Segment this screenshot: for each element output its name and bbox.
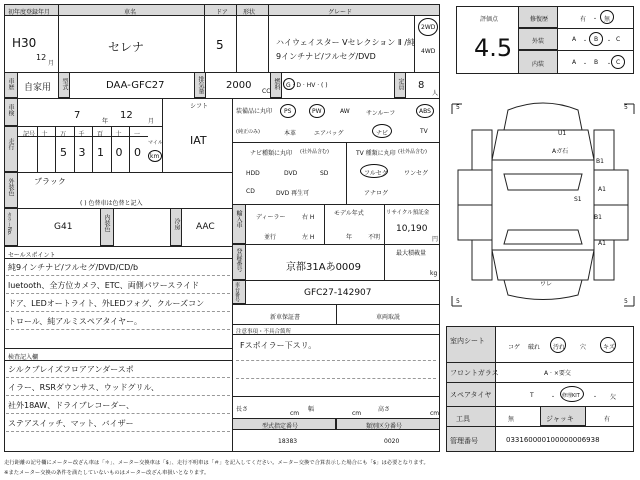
- int-a: A: [572, 59, 577, 66]
- score-value: 4.5: [474, 34, 513, 62]
- opt-sunroof: サンルーフ: [366, 110, 396, 117]
- interior-grade-label: 内装: [532, 61, 545, 68]
- reg-history-label: 車歴: [7, 78, 14, 90]
- diag-label-5c: 5: [456, 298, 460, 305]
- car-name: セレナ: [108, 40, 145, 54]
- color-note: ( ) 色替車は色替と記入: [80, 200, 143, 207]
- class-value: 0020: [384, 438, 400, 445]
- sales-points-label: セールスポイント: [8, 252, 56, 259]
- car-name-label: 車名: [124, 9, 137, 16]
- inspection-month-unit: 月: [148, 118, 155, 125]
- sales-point-line: luetooth、全方位カメラ、ETC、両側パワースライド: [8, 281, 200, 290]
- door-count: 5: [216, 38, 224, 52]
- diag-label-s1: S1: [574, 196, 582, 203]
- mgmt-value: 033160000100000006938: [506, 436, 600, 444]
- diag-label-a1b: A1: [598, 240, 606, 247]
- diag-label-5b: 5: [624, 104, 628, 111]
- shift-label: シフト: [190, 103, 209, 110]
- diag-label-b1b: B1: [594, 214, 602, 221]
- ext-b: B: [594, 36, 599, 43]
- import-right-h: 右 H: [302, 214, 315, 221]
- footer-line1: 走行距離の記号欄にメーター改ざん車は「＊」、メーター交換車は「$」、走行不明車は「＃」を記入してください。メーター交換で合算表示した場合にも「$」は必要となります。: [4, 460, 429, 466]
- tool-value: 無: [508, 416, 515, 423]
- opt-tv: TV: [420, 128, 428, 135]
- cc-unit: CC: [262, 88, 271, 95]
- usage: 自家用: [24, 83, 52, 93]
- height-unit: cm: [430, 410, 440, 417]
- nav-sd: SD: [320, 170, 329, 177]
- grade-line2: 9インチナビ/フルセグ/DVD: [276, 52, 376, 61]
- footer-line2: ※またメーター交換の条件を満たしていないものはメーター改ざん車扱いとなります。: [4, 470, 210, 476]
- mileage-digit-header: 十: [115, 131, 122, 138]
- width-label: 幅: [308, 406, 315, 413]
- ext-dot2: ・: [606, 38, 613, 45]
- nav-title: ナビ種類に丸印: [250, 150, 293, 157]
- capacity: 8: [418, 80, 425, 91]
- opt-aw: AW: [340, 108, 350, 115]
- import-left-h: 左 H: [302, 234, 315, 241]
- tv-subtitle: (社外品含む): [398, 149, 427, 155]
- nav-dvd: DVD: [284, 170, 298, 177]
- reg-no: 京都31Aあ0009: [286, 262, 362, 273]
- inspector-line: イラー、RSRダウンサス、ウッドグリル、: [8, 383, 159, 392]
- mileage-label: 走行: [7, 138, 14, 150]
- tv-analog: アナログ: [364, 190, 389, 197]
- chassis-number: GFC27-142907: [304, 288, 372, 298]
- notes-label: 注意事項・不具合箇所: [236, 329, 292, 335]
- diag-label-5a: 5: [456, 104, 460, 111]
- spare-t: T: [530, 392, 534, 399]
- opt-abs: ABS: [419, 108, 431, 115]
- inspector-label: 検査記入欄: [8, 354, 39, 361]
- tv-oneseg: ワンセグ: [404, 170, 429, 177]
- import-parallel: 並行: [264, 234, 277, 241]
- options-subtitle: (純正のみ): [236, 129, 260, 135]
- width-unit: cm: [352, 410, 362, 417]
- reg-no-label: 登録番号: [235, 248, 242, 272]
- unit-mile: マイル: [148, 140, 163, 146]
- first-reg-label: 初年度登録年月: [8, 9, 51, 16]
- jack-label: ジャッキ: [546, 415, 574, 423]
- length-label: 長さ: [236, 406, 249, 413]
- spare-dot2: ・: [592, 394, 599, 401]
- type-label: 型式指定番号: [262, 423, 299, 430]
- nav-hdd: HDD: [246, 170, 260, 177]
- recycle-label: リサイクル預託金: [386, 210, 430, 216]
- exterior-label: 外装: [532, 38, 545, 45]
- new-warranty: 新車保証書: [270, 314, 301, 321]
- class-label: 類別区分番号: [366, 423, 403, 430]
- grade-label: グレード: [328, 9, 353, 16]
- spare-dot1: ・: [550, 394, 557, 401]
- opt-navi: ナビ: [376, 130, 389, 137]
- mileage-digit: 0: [134, 146, 141, 159]
- mileage-digit: 0: [115, 146, 123, 159]
- tv-fullseg: フルセグ: [364, 170, 388, 177]
- ext-c: C: [616, 36, 621, 43]
- drive-2wd: 2WD: [421, 24, 436, 31]
- tool-label: 工具: [456, 415, 470, 423]
- ac-value: AAC: [196, 222, 215, 232]
- ac-label: 冷房: [173, 218, 180, 230]
- diag-label-a1a: A1: [598, 186, 606, 193]
- code-label: カラーNo.: [6, 212, 12, 236]
- nav-dvd-play: DVD 再生可: [276, 190, 310, 197]
- car-damage-diagram: [448, 90, 638, 320]
- sales-point-line: トロール、純アルミスペアタイヤー。: [8, 317, 142, 326]
- shape-label: 形状: [243, 9, 256, 16]
- fuel-label: 燃料: [273, 78, 280, 90]
- import-dealer: ディーラー: [256, 214, 286, 221]
- seat-hole: 穴: [580, 344, 587, 351]
- seat-burn: コゲ: [508, 344, 521, 351]
- seat-scratch: キズ: [603, 344, 615, 351]
- mileage-digit: 3: [78, 146, 86, 159]
- mileage-digit-header: 記号: [23, 131, 36, 138]
- import-label: 輸入車: [235, 210, 242, 228]
- grade-line1: ハイウェイスター Vセレクション Ⅱ /純: [276, 38, 416, 47]
- opt-ps: PS: [284, 108, 292, 115]
- mileage-digit-header: 一: [134, 131, 141, 138]
- mileage-digit: 5: [60, 146, 67, 159]
- inspection-month: 12: [120, 110, 133, 121]
- int-c: C: [616, 59, 621, 66]
- unit-km: km: [150, 153, 160, 160]
- opt-pw: PW: [312, 108, 322, 115]
- model-year-label: モデル年式: [334, 210, 364, 217]
- inspector-line: シルクブレイズフロアアンダースポ: [8, 365, 134, 374]
- capacity-unit: 人: [432, 90, 439, 97]
- manual: 車両取説: [376, 314, 401, 321]
- mileage-digit-header: 百: [97, 131, 104, 138]
- spare-missing: 欠: [610, 394, 617, 401]
- spare-kit: 修理KIT: [562, 393, 580, 399]
- sales-point-line: 純9インチナビ/フルセグ/DVD/CD/b: [8, 263, 139, 272]
- repair-label: 修復歴: [530, 16, 549, 23]
- chassis-label: 車台番号: [234, 282, 240, 302]
- shift: IAT: [190, 134, 207, 147]
- fuel-options: G · D · HV · ( ): [286, 82, 328, 89]
- max-load-label: 最大積載量: [396, 250, 427, 257]
- windshield-opts: A · ×要交: [544, 370, 571, 377]
- diag-label-b1a: B1: [596, 158, 604, 165]
- diag-label-u1: U1: [558, 130, 567, 137]
- notes-line: Fスポイラー下スリ。: [240, 341, 317, 350]
- model-year-unit: 年: [346, 234, 353, 241]
- color-code: G41: [54, 222, 73, 232]
- ext-dot1: ・: [582, 38, 589, 45]
- ext-a: A: [572, 36, 577, 43]
- recycle-unit: 円: [432, 236, 439, 243]
- model-label: 型式: [61, 78, 68, 90]
- inspection-year-unit: 年: [102, 118, 109, 125]
- displacement-label: 排気量: [197, 76, 204, 94]
- windshield-label: フロントガラス: [450, 369, 499, 377]
- model-year-unknown: 不明: [368, 234, 381, 241]
- first-reg-year: H30: [12, 36, 37, 50]
- int-b: B: [594, 59, 599, 66]
- tv-title: TV 種類に丸印: [356, 150, 396, 157]
- repair-dot: ・: [592, 16, 599, 23]
- inspector-line: ステアスイッチ、マット、バイザー: [8, 419, 134, 428]
- opt-airbag: エアバッグ: [314, 130, 344, 137]
- color-value: ブラック: [34, 177, 66, 186]
- sales-point-line: ドア、LEDオートライト、外LEDフォグ、クルーズコン: [8, 299, 205, 308]
- score-label: 評価点: [480, 16, 499, 23]
- diag-label-5d: 5: [624, 298, 628, 305]
- inspector-line: 社外18AW、ドライブレコーダー、: [8, 401, 135, 410]
- mileage-digit-header: 万: [60, 131, 67, 138]
- mileage-digit-header: 千: [78, 131, 85, 138]
- max-load-unit: kg: [430, 270, 438, 277]
- opt-leather: 本革: [284, 130, 297, 137]
- inspection-year: 7: [74, 110, 81, 121]
- first-reg-month: 12: [36, 53, 47, 62]
- seat-tear: 破れ: [528, 344, 541, 351]
- diag-label-chip: Aガ石: [552, 148, 569, 155]
- repair-yes: 有: [580, 16, 587, 23]
- repair-no: 無: [604, 16, 611, 23]
- jack-value: 有: [604, 416, 611, 423]
- length-unit: cm: [290, 410, 300, 417]
- seat-label: 室内シート: [450, 337, 485, 345]
- inspection-label: 車検: [7, 104, 14, 116]
- type-value: 18383: [278, 438, 298, 445]
- spare-label: スペアタイヤ: [450, 391, 492, 399]
- nav-cd: CD: [246, 188, 255, 195]
- height-label: 高さ: [378, 406, 391, 413]
- seat-dirt: 汚れ: [553, 344, 566, 351]
- mileage-digit: 1: [97, 146, 104, 159]
- color-label: 外装色: [7, 178, 14, 196]
- first-reg-month-unit: 月: [48, 60, 55, 67]
- model: DAA-GFC27: [106, 80, 165, 91]
- nav-subtitle: (社外品含む): [300, 149, 329, 155]
- int-dot2: ・: [606, 61, 613, 68]
- mileage-digit-header: 十: [41, 131, 48, 138]
- mgmt-label: 管理番号: [450, 437, 478, 445]
- interior-label: 内装色: [103, 214, 110, 232]
- diag-label-crack: ワレ: [540, 281, 553, 288]
- displacement: 2000: [226, 80, 252, 91]
- options-title: 装備品に丸印: [236, 108, 273, 115]
- capacity-label: 定員: [397, 78, 404, 90]
- drive-4wd: 4WD: [421, 48, 436, 55]
- door-label: ドア: [216, 9, 228, 16]
- int-dot1: ・: [582, 61, 589, 68]
- recycle-value: 10,190: [396, 224, 428, 234]
